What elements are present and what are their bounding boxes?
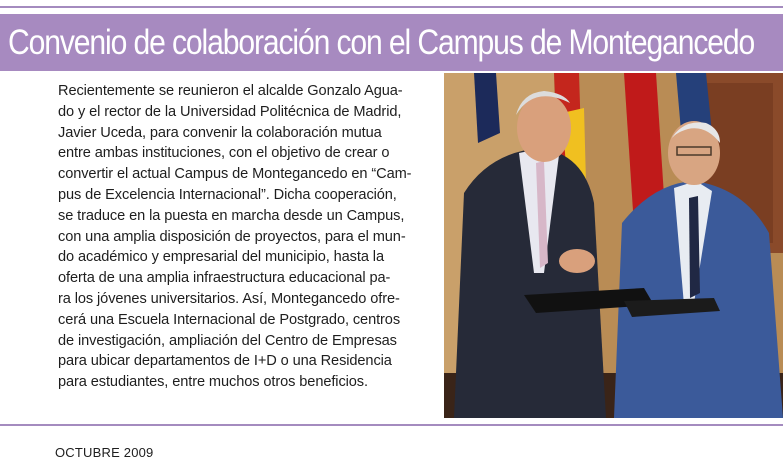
article-title: Convenio de colaboración con el Campus de Montegancedo [8,23,755,62]
issue-date: OCTUBRE 2009 [55,445,154,460]
signing-photo [444,73,783,418]
bottom-divider [0,424,783,426]
top-divider [0,6,783,8]
article-body: Recientemente se reunieron el alcalde Gonzalo Agua- do y el rector de la Universidad Politécnica de Madrid, Javier Uceda, para convenir la colaboración mutua entre ambas instituciones, con el objetivo de crear o convertir el actual Campus de Montegancedo en “Cam- pus de Excelencia Internacional”. Dicha cooperación, se traduce en la puesta en marcha desde un Campus, con una amplia disposición de proyectos, para el mun- do académico y empresarial del municipio, hasta la oferta de una amplia infraestructura educacional pa- ra los jóvenes universitarios. Así, Montegancedo ofre- cerá una Escuela Internacional de Postgrado, centros de investigación, ampliación del Centro de Empresas para ubicar departamentos de I+D o una Residencia para estudiantes, entre muchos otros beneficios. [58,83,412,391]
